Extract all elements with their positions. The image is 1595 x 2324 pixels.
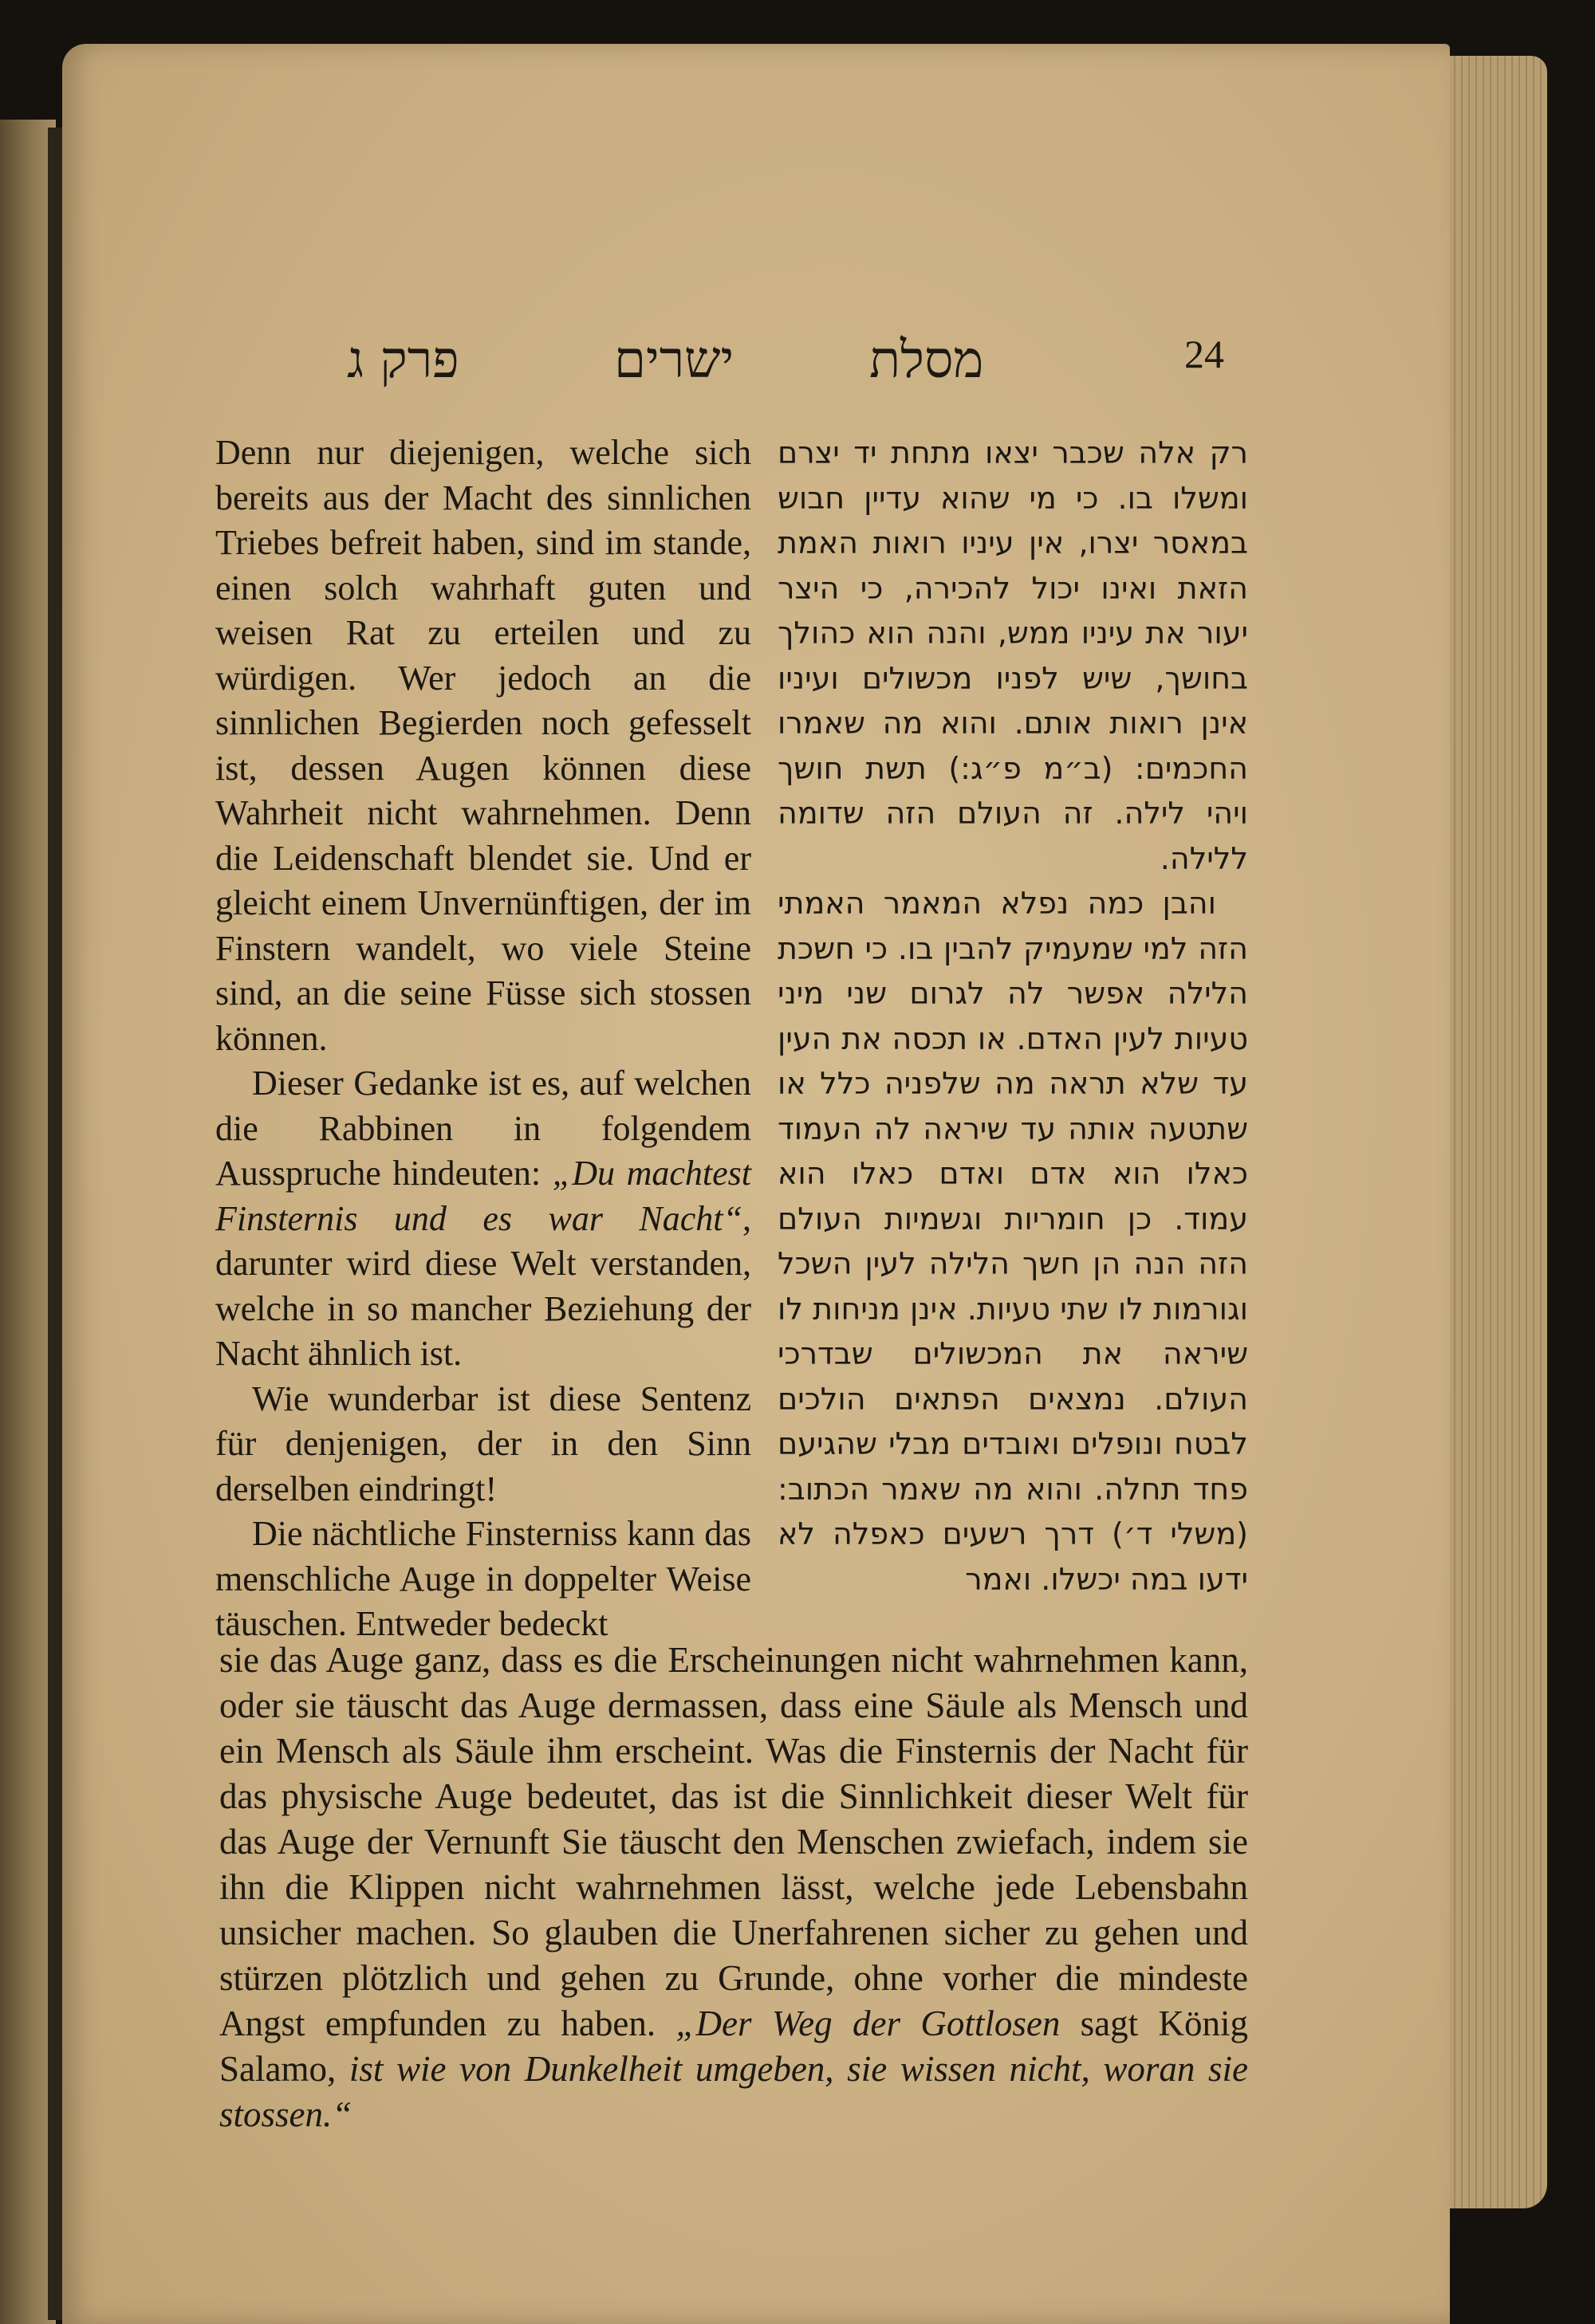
german-p2-text-end: , darunter wird diese Welt verstanden, welche in so mancher Beziehung der Nacht ähnlich ist.	[215, 1198, 751, 1373]
german-paragraph-4-continuation	[219, 1638, 1248, 2137]
running-head-title-1: מסלת	[869, 331, 984, 390]
page-number: 24	[1184, 332, 1224, 376]
german-p4-quote-1: „Der Weg der Gottlosen	[675, 2004, 1061, 2043]
german-p2-text: Dieser Gedanke ist es, auf welchen die Rabbinen in folgendem Ausspruche hindeuten:	[215, 1064, 751, 1193]
german-paragraph-3: Wie wunderbar ist diese Sentenz für denjenigen, der in den Sinn derselben eindringt!	[215, 1378, 751, 1508]
running-head-chapter: פרק ג	[347, 331, 459, 390]
hebrew-paragraph-2: והבן כמה נפלא המאמר האמתי הזה למי שמעמיק להבין בו. כי חשכת הלילה אפשר לה לגרום שני מיני טעיות לעין האדם. או תכסה את העין עד שלא תראה מה שלפניה כלל או שתטעה אותה עד שיראה לה העמוד כאלו הוא אדם ואדם כאלו הוא עמוד. כן חומריות וגשמיות העולם הזה הנה הן חשך הלילה לעין השכל וגורמות לו שתי טעיות. אינן מניחות לו שיראה את המכשולים שבדרכי העולם. נמצאים הפתאים הולכים לבטח ונופלים ואובדים מבלי שהגיעם פחד תחלה. והוא מה שאמר הכתוב: (משלי ד׳) דרך רשעים כאפלה לא ידעו במה יכשלו. ואמר	[778, 886, 1248, 1597]
running-head-title-2: ישרים	[614, 331, 734, 390]
german-p4-mid: sagt König Salamo,	[219, 2004, 1248, 2089]
german-translation-column	[215, 431, 751, 1647]
german-paragraph-2	[215, 1061, 751, 1377]
hebrew-paragraph-1: רק אלה שכבר יצאו מתחת יד יצרם ומשלו בו. כי מי שהוא עדיין חבוש במאסר יצרו, אין עיניו רואות האמת הזאת ואינו יכול להכירה, כי היצר יעור את עיניו ממש, והנה הוא כהולך בחושך, שיש לפניו מכשולים ועיניו אינן רואות אותם. והוא מה שאמרו החכמים: (ב״מ פ״ג:) תשת חושך ויהי לילה. זה העולם הזה שדומה ללילה.	[778, 435, 1248, 876]
german-p4-text: sie das Auge ganz, dass es die Erscheinungen nicht wahrnehmen kann, oder sie täuscht das Auge dermassen, dass eine Säule als Mensch und ein Mensch als Säule ihm erscheint. Was die Finsternis der Nacht für das physische Auge bedeutet, das ist die Sinnlichkeit dieser Welt für das Auge der Vernunft Sie täuscht den Menschen zwiefach, indem sie ihn die Klippen nicht wahrnehmen lässt, welche jede Lebensbahn unsicher machen. So glauben die Unerfahrenen sicher zu gehen und stürzen plötzlich und gehen zu Grunde, ohne vorher die mindeste Angst empfunden zu haben.	[219, 1640, 1248, 2043]
binding-gutter	[48, 128, 62, 2320]
german-paragraph-4-start: Die nächtliche Finsterniss kann das menschliche Auge in doppelter Weise täuschen. Entweder bedeckt	[215, 1514, 751, 1643]
hebrew-text-column	[778, 431, 1248, 1602]
german-paragraph-1: Denn nur diejenigen, welche sich bereits aus der Macht des sinnlichen Triebes befreit haben, sind im stande, einen solch wahrhaft guten und weisen Rat zu erteilen und zu würdigen. Wer jedoch an die sinnlichen Begierden noch gefesselt ist, dessen Augen können diese Wahrheit nicht wahrnehmen. Denn die Leidenschaft blendet sie. Und er gleicht einem Unvernünftigen, der im Finstern wandelt, wo viele Steine sind, an die seine Füsse sich stossen können.	[215, 433, 751, 1058]
german-p4-quote-2: ist wie von Dunkelheit umgeben, sie wissen nicht, woran sie stossen.“	[219, 2049, 1248, 2134]
german-p2-quote: „Du machtest Finsternis und es war Nacht“	[215, 1154, 751, 1238]
